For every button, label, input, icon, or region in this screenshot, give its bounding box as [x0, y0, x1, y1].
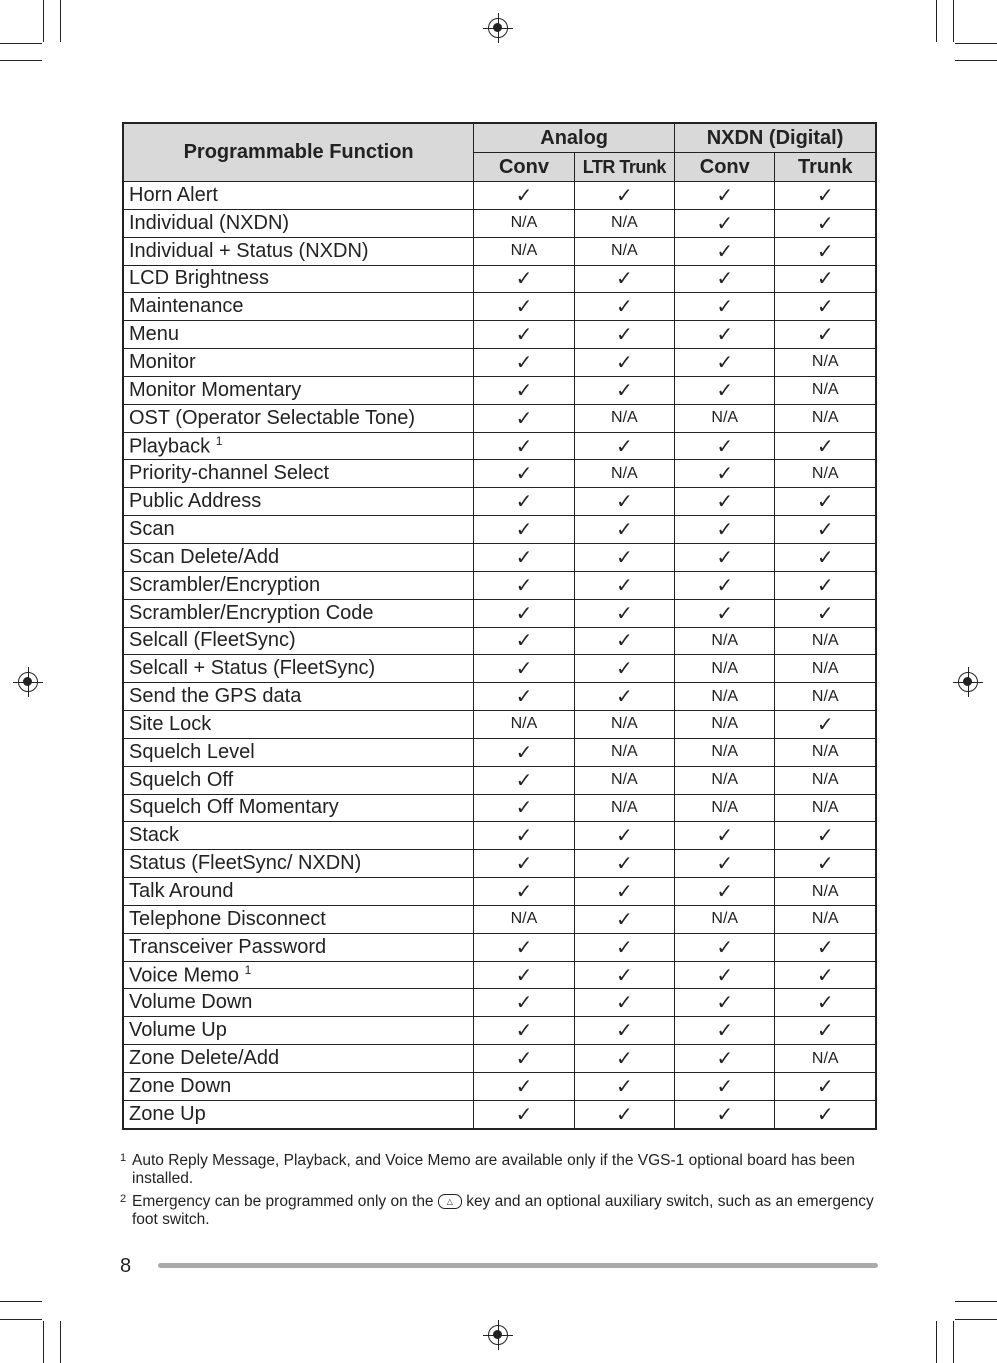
check-icon: ✓ — [675, 1017, 775, 1045]
function-label: Priority-channel Select — [129, 462, 330, 485]
crop-mark — [955, 60, 997, 61]
table-row — [123, 933, 876, 961]
check-icon: ✓ — [574, 655, 674, 683]
footnote-text: key and an optional auxiliary switch, such as an emergency foot switch. — [132, 1193, 874, 1228]
table-row — [123, 1045, 876, 1073]
footnote-2 — [120, 1193, 880, 1229]
check-icon: ✓ — [574, 349, 674, 377]
table-row — [123, 349, 876, 377]
check-icon: ✓ — [574, 627, 674, 655]
function-name — [123, 655, 474, 683]
crop-mark — [43, 1321, 44, 1363]
check-icon: ✓ — [574, 571, 674, 599]
check-icon: ✓ — [474, 655, 574, 683]
crop-mark — [0, 43, 42, 44]
check-icon: ✓ — [675, 321, 775, 349]
table-row — [123, 794, 876, 822]
check-icon: ✓ — [574, 432, 674, 460]
check-icon: ✓ — [775, 293, 876, 321]
na-cell: N/A — [675, 738, 775, 766]
function-label: Zone Delete/Add — [129, 1047, 280, 1070]
na-cell: N/A — [775, 460, 876, 488]
check-icon: ✓ — [474, 376, 574, 404]
header-analog-ltr-trunk: LTR Trunk — [574, 153, 674, 182]
function-label: Monitor Momentary — [129, 378, 302, 401]
na-cell: N/A — [775, 766, 876, 794]
check-icon: ✓ — [474, 182, 574, 210]
check-icon: ✓ — [474, 488, 574, 516]
table-row — [123, 543, 876, 571]
na-cell: N/A — [675, 794, 775, 822]
table-row — [123, 321, 876, 349]
na-cell: N/A — [675, 905, 775, 933]
check-icon: ✓ — [775, 182, 876, 210]
check-icon: ✓ — [675, 1073, 775, 1101]
check-icon: ✓ — [574, 933, 674, 961]
check-icon: ✓ — [675, 850, 775, 878]
function-name — [123, 599, 474, 627]
function-name — [123, 571, 474, 599]
table-row — [123, 237, 876, 265]
function-name — [123, 878, 474, 906]
function-label: Transceiver Password — [129, 935, 327, 958]
table-row — [123, 961, 876, 989]
na-cell: N/A — [675, 627, 775, 655]
function-name — [123, 1073, 474, 1101]
check-icon: ✓ — [775, 571, 876, 599]
check-icon: ✓ — [675, 182, 775, 210]
table-row — [123, 265, 876, 293]
header-nxdn-trunk: Trunk — [775, 153, 876, 182]
check-icon: ✓ — [675, 989, 775, 1017]
table-row — [123, 599, 876, 627]
check-icon: ✓ — [574, 1045, 674, 1073]
table-row — [123, 878, 876, 906]
table-row — [123, 1017, 876, 1045]
table-row — [123, 989, 876, 1017]
check-icon: ✓ — [775, 850, 876, 878]
check-icon: ✓ — [474, 1100, 574, 1128]
table-row — [123, 627, 876, 655]
crop-mark — [955, 1319, 997, 1320]
check-icon: ✓ — [574, 1100, 674, 1128]
footnote-text: Emergency can be programmed only on the — [132, 1193, 434, 1210]
check-icon: ✓ — [474, 627, 574, 655]
check-icon: ✓ — [675, 432, 775, 460]
check-icon: ✓ — [675, 543, 775, 571]
check-icon: ✓ — [574, 543, 674, 571]
table-row — [123, 766, 876, 794]
na-cell: N/A — [574, 711, 674, 739]
check-icon: ✓ — [574, 265, 674, 293]
check-icon: ✓ — [574, 989, 674, 1017]
check-icon: ✓ — [474, 460, 574, 488]
function-label: Playback — [129, 435, 211, 458]
table-row — [123, 571, 876, 599]
function-label: Volume Down — [129, 991, 253, 1014]
function-label: Stack — [129, 824, 180, 847]
header-nxdn: NXDN (Digital) — [675, 123, 876, 153]
function-name — [123, 432, 474, 460]
function-label: Horn Alert — [129, 183, 218, 206]
check-icon: ✓ — [775, 989, 876, 1017]
registration-mark-icon — [958, 672, 978, 692]
function-name — [123, 1017, 474, 1045]
na-cell: N/A — [574, 460, 674, 488]
footnote-ref: 1 — [244, 962, 252, 977]
check-icon: ✓ — [574, 878, 674, 906]
function-name — [123, 738, 474, 766]
na-cell: N/A — [675, 711, 775, 739]
crop-mark — [955, 43, 997, 44]
na-cell: N/A — [574, 766, 674, 794]
function-label: Monitor — [129, 350, 196, 373]
check-icon: ✓ — [474, 599, 574, 627]
check-icon: ✓ — [574, 850, 674, 878]
check-icon: ✓ — [474, 683, 574, 711]
crop-mark — [936, 1321, 937, 1363]
na-cell: N/A — [574, 404, 674, 432]
check-icon: ✓ — [775, 516, 876, 544]
na-cell: N/A — [574, 237, 674, 265]
na-cell: N/A — [574, 738, 674, 766]
crop-mark — [955, 1301, 997, 1302]
function-label: Selcall (FleetSync) — [129, 629, 296, 652]
footnote-number: 2 — [120, 1193, 127, 1205]
function-name — [123, 321, 474, 349]
crop-mark — [43, 0, 44, 42]
table-row — [123, 376, 876, 404]
function-name — [123, 989, 474, 1017]
check-icon: ✓ — [775, 543, 876, 571]
check-icon: ✓ — [775, 1100, 876, 1128]
check-icon: ✓ — [574, 1017, 674, 1045]
check-icon: ✓ — [675, 1045, 775, 1073]
na-cell: N/A — [775, 738, 876, 766]
check-icon: ✓ — [675, 237, 775, 265]
check-icon: ✓ — [775, 1073, 876, 1101]
check-icon: ✓ — [474, 432, 574, 460]
function-name — [123, 182, 474, 210]
na-cell: N/A — [775, 349, 876, 377]
function-label: Selcall + Status (FleetSync) — [129, 657, 376, 680]
na-cell: N/A — [775, 1045, 876, 1073]
check-icon: ✓ — [675, 1100, 775, 1128]
check-icon: ✓ — [474, 516, 574, 544]
function-label: LCD Brightness — [129, 267, 270, 290]
table-row — [123, 460, 876, 488]
table-row — [123, 404, 876, 432]
header-analog: Analog — [474, 123, 675, 153]
check-icon: ✓ — [474, 822, 574, 850]
check-icon: ✓ — [474, 265, 574, 293]
crop-mark — [0, 1319, 42, 1320]
crop-mark — [0, 1301, 42, 1302]
check-icon: ✓ — [574, 182, 674, 210]
table-row — [123, 711, 876, 739]
check-icon: ✓ — [675, 961, 775, 989]
na-cell: N/A — [675, 655, 775, 683]
check-icon: ✓ — [675, 488, 775, 516]
check-icon: ✓ — [675, 349, 775, 377]
check-icon: ✓ — [474, 878, 574, 906]
check-icon: ✓ — [574, 293, 674, 321]
check-icon: ✓ — [775, 933, 876, 961]
check-icon: ✓ — [574, 961, 674, 989]
check-icon: ✓ — [775, 822, 876, 850]
na-cell: N/A — [474, 209, 574, 237]
check-icon: ✓ — [675, 265, 775, 293]
check-icon: ✓ — [474, 571, 574, 599]
table-row — [123, 488, 876, 516]
na-cell: N/A — [775, 683, 876, 711]
page-footer-rule — [158, 1263, 878, 1268]
function-name — [123, 265, 474, 293]
check-icon: ✓ — [474, 1045, 574, 1073]
check-icon: ✓ — [474, 850, 574, 878]
function-name — [123, 543, 474, 571]
function-name — [123, 376, 474, 404]
function-name — [123, 822, 474, 850]
check-icon: ✓ — [574, 376, 674, 404]
check-icon: ✓ — [474, 349, 574, 377]
function-label: Status (FleetSync/ NXDN) — [129, 852, 362, 875]
function-name — [123, 794, 474, 822]
crop-mark — [60, 1321, 61, 1363]
table-row — [123, 432, 876, 460]
na-cell: N/A — [474, 905, 574, 933]
function-name — [123, 460, 474, 488]
check-icon: ✓ — [775, 209, 876, 237]
check-icon: ✓ — [675, 516, 775, 544]
na-cell: N/A — [574, 794, 674, 822]
check-icon: ✓ — [775, 599, 876, 627]
registration-mark-icon — [488, 1325, 508, 1345]
check-icon: ✓ — [775, 488, 876, 516]
check-icon: ✓ — [474, 933, 574, 961]
table-row — [123, 1100, 876, 1128]
check-icon: ✓ — [775, 1017, 876, 1045]
table-row — [123, 516, 876, 544]
function-name — [123, 711, 474, 739]
function-name — [123, 1100, 474, 1128]
function-label: Individual (NXDN) — [129, 211, 290, 234]
na-cell: N/A — [775, 794, 876, 822]
header-programmable-function: Programmable Function — [123, 123, 474, 182]
function-label: Talk Around — [129, 880, 234, 903]
table-row — [123, 683, 876, 711]
function-name — [123, 237, 474, 265]
check-icon: ✓ — [474, 961, 574, 989]
footnote-number: 1 — [120, 1152, 127, 1164]
table-row — [123, 293, 876, 321]
function-label: Scan Delete/Add — [129, 545, 280, 568]
na-cell: N/A — [775, 655, 876, 683]
check-icon: ✓ — [574, 599, 674, 627]
function-name — [123, 488, 474, 516]
check-icon: ✓ — [775, 321, 876, 349]
function-name — [123, 933, 474, 961]
function-label: Scrambler/Encryption — [129, 573, 321, 596]
function-label: Maintenance — [129, 295, 244, 318]
check-icon: ✓ — [675, 822, 775, 850]
check-icon: ✓ — [474, 794, 574, 822]
check-icon: ✓ — [474, 766, 574, 794]
table-row — [123, 182, 876, 210]
function-label: Squelch Level — [129, 740, 255, 763]
check-icon: ✓ — [474, 293, 574, 321]
function-name — [123, 293, 474, 321]
na-cell: N/A — [574, 209, 674, 237]
check-icon: ✓ — [675, 209, 775, 237]
na-cell: N/A — [775, 627, 876, 655]
function-label: Squelch Off Momentary — [129, 796, 339, 819]
function-name — [123, 349, 474, 377]
function-name — [123, 850, 474, 878]
check-icon: ✓ — [675, 878, 775, 906]
footnote-text: Auto Reply Message, Playback, and Voice Memo are available only if the VGS-1 optional board has been installed. — [132, 1152, 855, 1187]
function-label: Site Lock — [129, 712, 212, 735]
table-row — [123, 1073, 876, 1101]
function-label: Zone Down — [129, 1074, 232, 1097]
check-icon: ✓ — [574, 822, 674, 850]
function-label: Public Address — [129, 490, 262, 513]
emergency-key-icon: △ — [438, 1194, 462, 1209]
function-label: Squelch Off — [129, 768, 234, 791]
function-label: Scrambler/Encryption Code — [129, 601, 374, 624]
programmable-function-table — [122, 122, 877, 1130]
function-label: Scan — [129, 518, 175, 541]
check-icon: ✓ — [574, 683, 674, 711]
check-icon: ✓ — [474, 989, 574, 1017]
function-label: Send the GPS data — [129, 685, 302, 708]
na-cell: N/A — [775, 878, 876, 906]
na-cell: N/A — [474, 711, 574, 739]
check-icon: ✓ — [574, 1073, 674, 1101]
table-row — [123, 738, 876, 766]
function-name — [123, 961, 474, 989]
check-icon: ✓ — [474, 738, 574, 766]
function-name — [123, 905, 474, 933]
function-name — [123, 516, 474, 544]
check-icon: ✓ — [675, 571, 775, 599]
check-icon: ✓ — [675, 293, 775, 321]
crop-mark — [0, 60, 42, 61]
table-row — [123, 655, 876, 683]
function-label: Voice Memo — [129, 964, 240, 987]
check-icon: ✓ — [775, 237, 876, 265]
check-icon: ✓ — [474, 1017, 574, 1045]
table-row — [123, 850, 876, 878]
page-number: 8 — [120, 1255, 132, 1277]
function-name — [123, 683, 474, 711]
check-icon: ✓ — [474, 1073, 574, 1101]
check-icon: ✓ — [675, 376, 775, 404]
na-cell: N/A — [675, 766, 775, 794]
function-label: Zone Up — [129, 1102, 206, 1125]
check-icon: ✓ — [474, 543, 574, 571]
na-cell: N/A — [775, 376, 876, 404]
registration-mark-icon — [18, 672, 38, 692]
footnote-ref: 1 — [215, 433, 223, 448]
function-label: Menu — [129, 323, 180, 346]
crop-mark — [60, 0, 61, 42]
na-cell: N/A — [775, 404, 876, 432]
function-name — [123, 766, 474, 794]
check-icon: ✓ — [675, 933, 775, 961]
check-icon: ✓ — [574, 488, 674, 516]
function-name — [123, 209, 474, 237]
header-nxdn-conv: Conv — [675, 153, 775, 182]
registration-mark-icon — [488, 18, 508, 38]
check-icon: ✓ — [775, 961, 876, 989]
na-cell: N/A — [675, 404, 775, 432]
header-analog-conv: Conv — [474, 153, 574, 182]
check-icon: ✓ — [775, 432, 876, 460]
check-icon: ✓ — [675, 599, 775, 627]
table-row — [123, 822, 876, 850]
footnote-1 — [120, 1152, 880, 1188]
function-name — [123, 1045, 474, 1073]
function-name — [123, 627, 474, 655]
function-label: Volume Up — [129, 1019, 227, 1042]
table-row — [123, 209, 876, 237]
check-icon: ✓ — [574, 905, 674, 933]
crop-mark — [953, 0, 954, 42]
function-label: OST (Operator Selectable Tone) — [129, 406, 416, 429]
check-icon: ✓ — [574, 516, 674, 544]
na-cell: N/A — [474, 237, 574, 265]
table-row — [123, 905, 876, 933]
check-icon: ✓ — [775, 265, 876, 293]
check-icon: ✓ — [675, 460, 775, 488]
function-label: Individual + Status (NXDN) — [129, 239, 369, 262]
function-name — [123, 404, 474, 432]
function-label: Telephone Disconnect — [129, 907, 326, 930]
check-icon: ✓ — [574, 321, 674, 349]
check-icon: ✓ — [474, 321, 574, 349]
crop-mark — [936, 0, 937, 42]
crop-mark — [953, 1321, 954, 1363]
na-cell: N/A — [775, 905, 876, 933]
check-icon: ✓ — [474, 404, 574, 432]
check-icon: ✓ — [775, 711, 876, 739]
na-cell: N/A — [675, 683, 775, 711]
